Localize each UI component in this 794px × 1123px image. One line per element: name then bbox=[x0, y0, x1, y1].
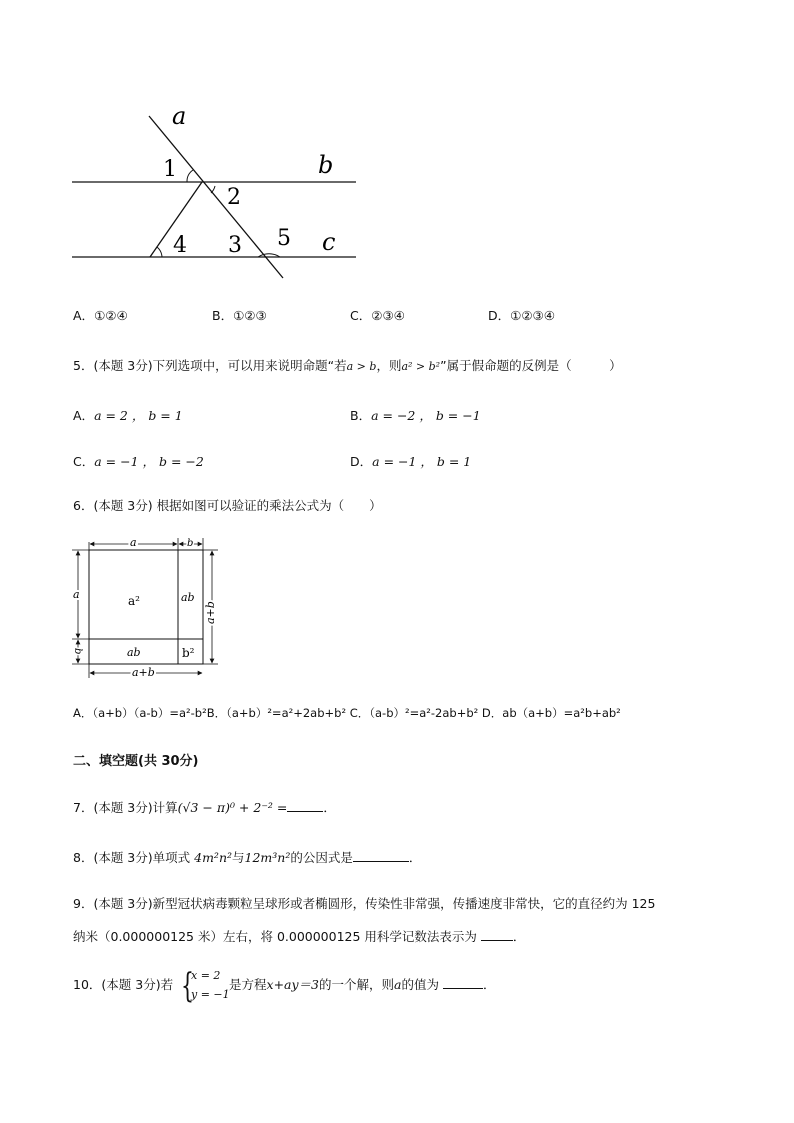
right-label-ab: a+b bbox=[204, 601, 217, 624]
left-label-a: a bbox=[73, 588, 80, 601]
q7-answer-blank[interactable] bbox=[287, 799, 323, 812]
square-area-figure bbox=[66, 532, 226, 682]
label-c: c bbox=[322, 228, 336, 256]
q7-stem: 7．(本题 3分)计算(√3 − π)⁰ + 2⁻² = ． bbox=[73, 800, 336, 815]
q10-eq1: x = 2 bbox=[191, 969, 221, 982]
q10-eq2: y = −1 bbox=[191, 988, 230, 1001]
cell-ab-right: ab bbox=[181, 591, 195, 604]
q10-number: 10． bbox=[73, 977, 102, 992]
cell-ab-bottom: ab bbox=[127, 646, 141, 659]
cell-a2: a² bbox=[128, 594, 140, 608]
q4-option-b[interactable]: B．①②③ bbox=[212, 308, 267, 323]
top-label-a: a bbox=[130, 536, 137, 549]
bottom-label-ab: a+b bbox=[132, 666, 155, 679]
q5-stem: 5．(本题 3分)下列选项中，可以用来说明命题“若a > b，则a² > b²”属于假命题的反例是（ ） bbox=[73, 358, 622, 373]
q9-answer-blank[interactable] bbox=[481, 928, 513, 941]
q9-line1: 9．(本题 3分)新型冠状病毒颗粒呈球形或者椭圆形，传染性非常强，传播速度非常快，它的直径约为 125 bbox=[73, 896, 656, 911]
q10-stem: 10．(本题 3分)若 bbox=[73, 977, 174, 992]
label-b: b bbox=[318, 151, 334, 179]
q4-option-c[interactable]: C．②③④ bbox=[350, 308, 405, 323]
q9-line2: 纳米（0.000000125 米）左右，将 0.000000125 用科学记数法表示为 ． bbox=[73, 929, 526, 944]
q7-number: 7． bbox=[73, 800, 94, 815]
label-2: 2 bbox=[227, 185, 241, 210]
angle-arc-1 bbox=[187, 170, 193, 182]
q9-number: 9． bbox=[73, 896, 94, 911]
q5-option-d[interactable]: D．a = −1 ， b = 1 bbox=[350, 454, 472, 469]
label-3: 3 bbox=[228, 233, 242, 258]
q6-number: 6． bbox=[73, 498, 94, 513]
line-a bbox=[149, 116, 283, 278]
q10-system-brace: { bbox=[181, 966, 194, 1006]
top-label-b: b bbox=[187, 538, 194, 549]
q10-answer-blank[interactable] bbox=[443, 976, 483, 989]
label-1: 1 bbox=[163, 157, 177, 182]
angle-arc-4 bbox=[157, 247, 162, 257]
q10-rest: 是方程x+ay＝3的一个解，则a的值为 ． bbox=[229, 977, 496, 992]
q5-option-c[interactable]: C．a = −1 ， b = −2 bbox=[73, 454, 204, 469]
label-4: 4 bbox=[173, 233, 187, 258]
q6-stem: 6．(本题 3分) 根据如图可以验证的乘法公式为（ ） bbox=[73, 498, 382, 513]
q4-option-d[interactable]: D．①②③④ bbox=[488, 308, 555, 323]
cell-b2: b² bbox=[182, 646, 195, 660]
q6-options[interactable]: A．（a+b）（a-b）=a²-b²B．（a+b）²=a²+2ab+b² C．（a-b）²=a²-2ab+b² D．ab（a+b）=a²b+ab² bbox=[73, 706, 621, 720]
parallel-lines-figure bbox=[60, 100, 370, 285]
label-5: 5 bbox=[277, 226, 291, 251]
left-label-b: b bbox=[72, 648, 83, 655]
section-heading: 二、填空题(共 30分) bbox=[73, 754, 199, 769]
q8-stem: 8．(本题 3分)单项式 4m²n²与12m³n²的公因式是 ． bbox=[73, 850, 422, 865]
q4-option-a[interactable]: A．①②④ bbox=[73, 308, 128, 323]
q5-option-b[interactable]: B．a = −2 ， b = −1 bbox=[350, 408, 481, 423]
q8-number: 8． bbox=[73, 850, 94, 865]
angle-arc-2 bbox=[211, 186, 215, 193]
q8-answer-blank[interactable] bbox=[353, 849, 409, 862]
label-a: a bbox=[172, 102, 187, 130]
q5-option-a[interactable]: A．a = 2 ， b = 1 bbox=[73, 408, 183, 423]
q5-number: 5． bbox=[73, 358, 94, 373]
